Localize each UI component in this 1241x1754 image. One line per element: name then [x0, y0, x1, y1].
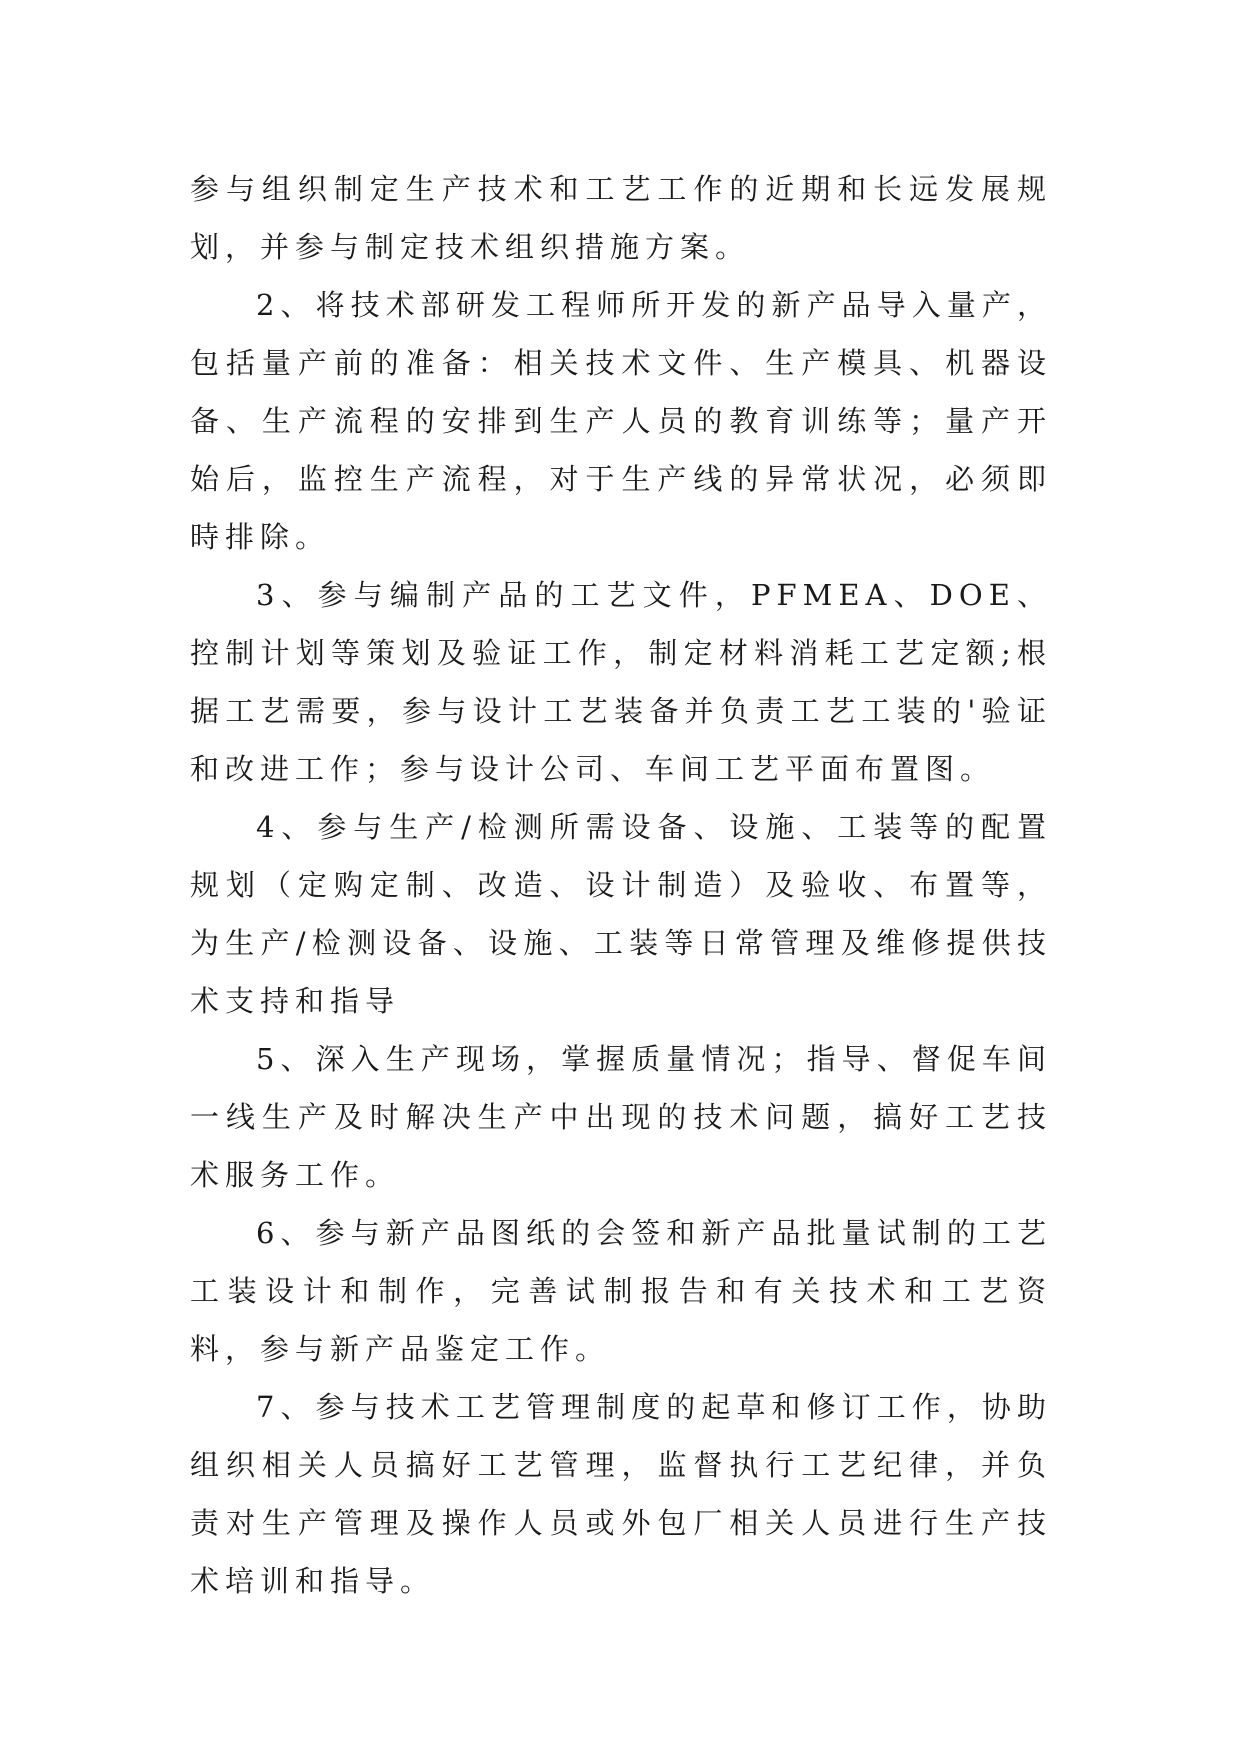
paragraph-item-3: 3、参与编制产品的工艺文件，PFMEA、DOE、控制计划等策划及验证工作，制定材料消耗工艺定额;根据工艺需要，参与设计工艺装备并负责工艺工装的'验证和改进工作；参与设计公司、车间工艺平面布置图。 — [190, 578, 1052, 786]
paragraph-item-2: 2、将技术部研发工程师所开发的新产品导入量产，包括量产前的准备：相关技术文件、生产模具、机器设备、生产流程的安排到生产人员的教育训练等；量产开始后，监控生产流程，对于生产线的异常状况，必须即時排除。 — [190, 288, 1052, 554]
paragraph-continuation: 参与组织制定生产技术和工艺工作的近期和长远发展规划，并参与制定技术组织措施方案。 — [190, 172, 1052, 264]
paragraph-item-7: 7、参与技术工艺管理制度的起草和修订工作，协助组织相关人员搞好工艺管理，监督执行工艺纪律，并负责对生产管理及操作人员或外包厂相关人员进行生产技术培训和指导。 — [190, 1390, 1052, 1598]
paragraph-item-4: 4、参与生产/检测所需设备、设施、工装等的配置规划（定购定制、改造、设计制造）及验收、布置等，为生产/检测设备、设施、工装等日常管理及维修提供技术支持和指导 — [190, 810, 1052, 1018]
document-body — [190, 160, 1052, 1610]
paragraph-item-5: 5、深入生产现场，掌握质量情况；指导、督促车间一线生产及时解决生产中出现的技术问题，搞好工艺技术服务工作。 — [190, 1042, 1052, 1192]
paragraph-item-6: 6、参与新产品图纸的会签和新产品批量试制的工艺工装设计和制作，完善试制报告和有关技术和工艺资料，参与新产品鉴定工作。 — [190, 1216, 1052, 1366]
